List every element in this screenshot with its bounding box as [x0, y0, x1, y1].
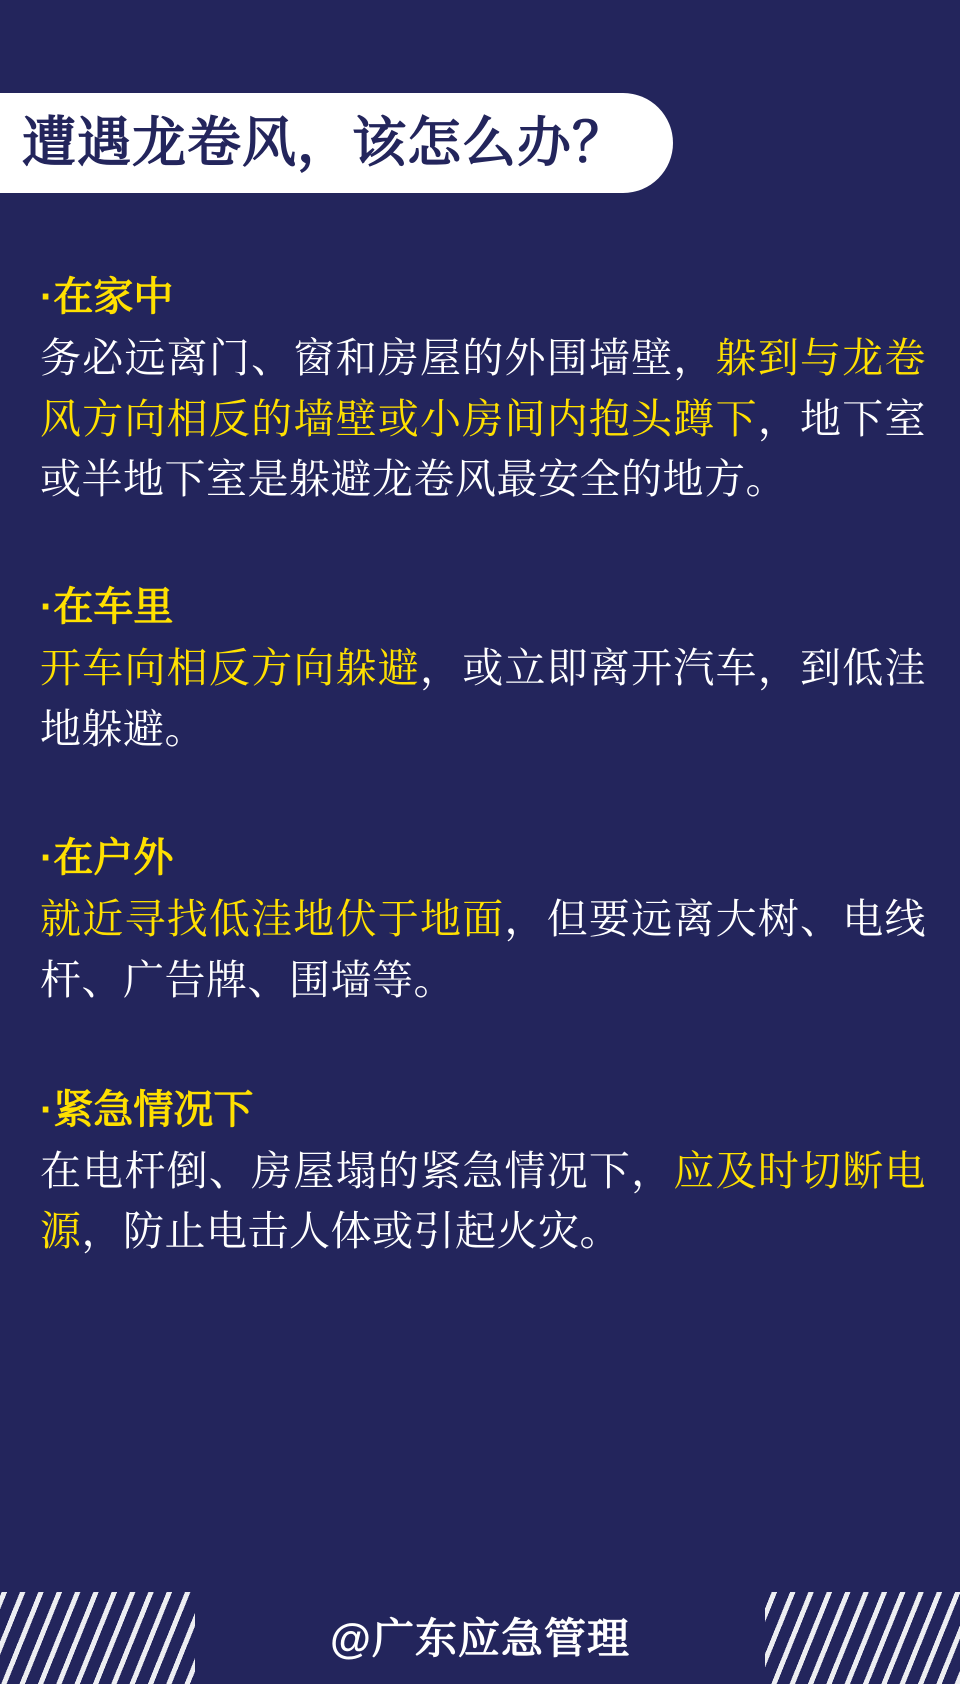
text-run-highlight: 躲到与龙卷风方向相反的墙壁或小房间内抱头蹲下 [40, 335, 927, 442]
title-banner [0, 93, 673, 193]
section-heading: ·在车里 [40, 585, 174, 630]
account-handle: @广东应急管理 [330, 1615, 630, 1662]
section-body [40, 1141, 926, 1262]
footer-bar [0, 1574, 960, 1684]
section-body [40, 638, 926, 759]
section-body [40, 328, 926, 510]
page-title: 遭遇龙卷风，该怎么办？ [0, 93, 673, 193]
tips-list [40, 272, 926, 1262]
section-heading: ·在户外 [40, 836, 174, 881]
text-run: 务必远离门、窗和房屋的外围墙壁， [40, 335, 716, 381]
text-run: ，地下室或半地下室是躲避龙卷风最安全的地方。 [40, 395, 927, 503]
text-run: ，防止电击人体或引起火灾。 [81, 1208, 621, 1255]
section-heading: ·在家中 [40, 275, 174, 319]
section-in-car [40, 582, 926, 759]
section-emergency [40, 1085, 926, 1262]
text-run-highlight: 就近寻找低洼地伏于地面 [40, 896, 505, 943]
section-body [40, 889, 926, 1010]
section-at-home [40, 272, 926, 510]
section-heading: ·紧急情况下 [40, 1087, 254, 1132]
text-run: ，或立即离开汽车，到低洼地躲避。 [40, 645, 927, 752]
text-run-highlight: 开车向相反方向躲避 [40, 645, 421, 692]
text-run: ，但要远离大树、电线杆、广告牌、围墙等。 [40, 896, 927, 1004]
text-run: 在电杆倒、房屋塌的紧急情况下， [40, 1147, 674, 1194]
text-run-highlight: 应及时切断电源 [40, 1147, 926, 1255]
section-outdoors [40, 833, 926, 1010]
